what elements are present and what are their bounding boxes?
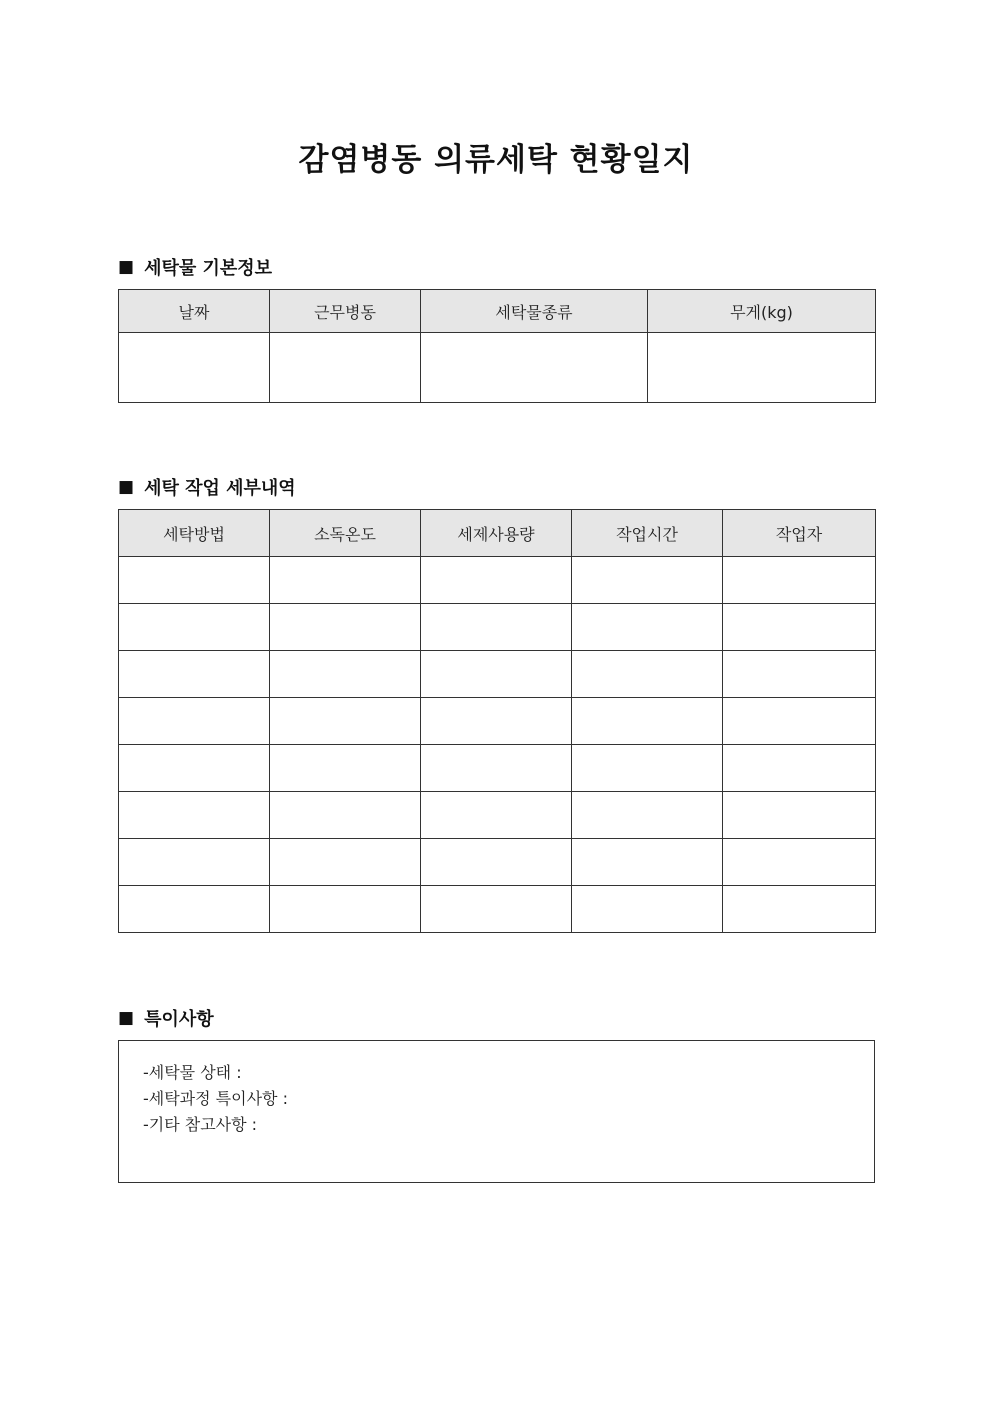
table-header-row bbox=[119, 510, 876, 557]
table-row bbox=[119, 604, 876, 651]
section-heading-label: 세탁물 기본정보 bbox=[144, 258, 273, 279]
table-row bbox=[119, 745, 876, 792]
notes-box[interactable] bbox=[118, 1040, 875, 1183]
laundry-type-cell[interactable] bbox=[421, 333, 648, 403]
column-header-ward: 근무병동 bbox=[270, 290, 421, 333]
table-cell[interactable] bbox=[270, 745, 421, 792]
column-header-laundry-type: 세탁물종류 bbox=[421, 290, 648, 333]
square-bullet-icon: ■ bbox=[118, 1008, 135, 1028]
section-heading-label: 세탁 작업 세부내역 bbox=[144, 478, 296, 499]
square-bullet-icon: ■ bbox=[118, 477, 135, 497]
notes-list bbox=[119, 1041, 874, 1138]
table-cell[interactable] bbox=[421, 604, 572, 651]
table-cell[interactable] bbox=[723, 698, 876, 745]
table-cell[interactable] bbox=[421, 651, 572, 698]
table-row bbox=[119, 886, 876, 933]
table-cell[interactable] bbox=[270, 557, 421, 604]
table-header-row bbox=[119, 290, 876, 333]
table-cell[interactable] bbox=[723, 745, 876, 792]
section-heading-notes bbox=[118, 1005, 214, 1031]
table-cell[interactable] bbox=[572, 604, 723, 651]
table-cell[interactable] bbox=[421, 839, 572, 886]
table-cell[interactable] bbox=[572, 698, 723, 745]
table-cell[interactable] bbox=[723, 839, 876, 886]
table-row bbox=[119, 557, 876, 604]
table-cell[interactable] bbox=[119, 839, 270, 886]
column-header-wash-method: 세탁방법 bbox=[119, 510, 270, 557]
table-row bbox=[119, 651, 876, 698]
table-cell[interactable] bbox=[421, 792, 572, 839]
note-line-laundry-condition: -세탁물 상태 : bbox=[143, 1063, 242, 1082]
page-title: 감염병동 의류세탁 현황일지 bbox=[298, 142, 694, 178]
column-header-worker: 작업자 bbox=[723, 510, 876, 557]
table-cell[interactable] bbox=[270, 604, 421, 651]
table-row bbox=[119, 698, 876, 745]
section-heading-work-details bbox=[118, 474, 296, 500]
table-cell[interactable] bbox=[270, 886, 421, 933]
table-cell[interactable] bbox=[270, 839, 421, 886]
ward-cell[interactable] bbox=[270, 333, 421, 403]
table-cell[interactable] bbox=[572, 651, 723, 698]
table-cell[interactable] bbox=[572, 792, 723, 839]
table-cell[interactable] bbox=[119, 886, 270, 933]
table-cell[interactable] bbox=[119, 604, 270, 651]
table-cell[interactable] bbox=[119, 745, 270, 792]
table-row bbox=[119, 333, 876, 403]
column-header-date: 날짜 bbox=[119, 290, 270, 333]
column-header-work-time: 작업시간 bbox=[572, 510, 723, 557]
basic-info-table bbox=[118, 289, 876, 403]
table-cell[interactable] bbox=[119, 792, 270, 839]
table-cell[interactable] bbox=[421, 745, 572, 792]
table-cell[interactable] bbox=[270, 698, 421, 745]
table-cell[interactable] bbox=[119, 698, 270, 745]
table-cell[interactable] bbox=[723, 557, 876, 604]
note-line-process-remarks: -세탁과정 특이사항 : bbox=[143, 1089, 288, 1108]
table-cell[interactable] bbox=[119, 651, 270, 698]
table-row bbox=[119, 792, 876, 839]
section-heading-basic-info bbox=[118, 254, 272, 280]
date-cell[interactable] bbox=[119, 333, 270, 403]
weight-cell[interactable] bbox=[648, 333, 876, 403]
table-cell[interactable] bbox=[723, 886, 876, 933]
table-cell[interactable] bbox=[572, 886, 723, 933]
column-header-weight: 무게(kg) bbox=[648, 290, 876, 333]
column-header-disinfection-temp: 소독온도 bbox=[270, 510, 421, 557]
table-cell[interactable] bbox=[572, 557, 723, 604]
section-heading-label: 특이사항 bbox=[144, 1009, 214, 1030]
square-bullet-icon: ■ bbox=[118, 257, 135, 277]
column-header-detergent-amount: 세제사용량 bbox=[421, 510, 572, 557]
table-cell[interactable] bbox=[572, 839, 723, 886]
table-cell[interactable] bbox=[572, 745, 723, 792]
table-cell[interactable] bbox=[723, 604, 876, 651]
table-row bbox=[119, 839, 876, 886]
table-cell[interactable] bbox=[723, 651, 876, 698]
table-cell[interactable] bbox=[723, 792, 876, 839]
table-cell[interactable] bbox=[270, 651, 421, 698]
table-cell[interactable] bbox=[270, 792, 421, 839]
work-details-table bbox=[118, 509, 876, 933]
table-cell[interactable] bbox=[421, 557, 572, 604]
table-cell[interactable] bbox=[421, 698, 572, 745]
note-line-other-references: -기타 참고사항 : bbox=[143, 1115, 258, 1134]
table-cell[interactable] bbox=[421, 886, 572, 933]
table-cell[interactable] bbox=[119, 557, 270, 604]
